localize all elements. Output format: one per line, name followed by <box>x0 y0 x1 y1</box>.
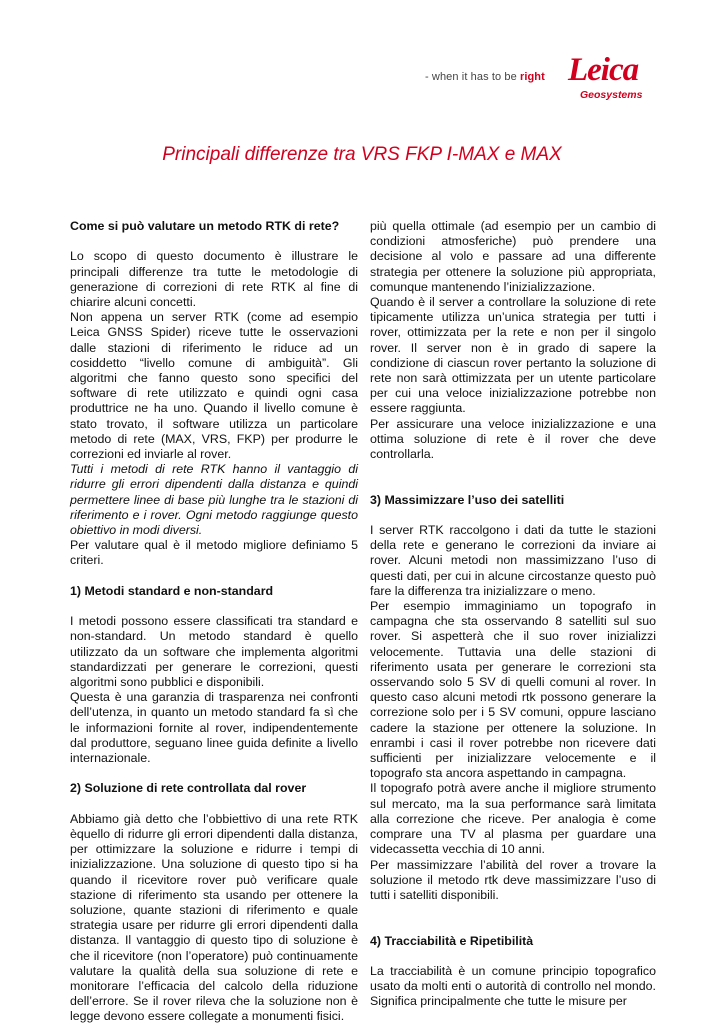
document-title: Principali differenze tra VRS FKP I-MAX e MAX <box>162 144 562 165</box>
section-heading-4: 4) Tracciabilità e Ripetibilità <box>370 933 534 948</box>
paragraph: Per assicurare una veloce inizializzazione e una ottima soluzione di rete è il rover che deve controllarla. <box>370 416 656 462</box>
paragraph: I server RTK raccolgono i dati da tutte le stazioni della rete e generano le correzioni da inviare ai rover. Alcuni metodi non massimizzano l’uso di questi dati, per cui in alcune circostanze questo può fare la differenza tra inizializzare o meno. <box>370 523 656 598</box>
right-column <box>370 219 656 1010</box>
paragraph: Per esempio immaginiamo un topografo in campagna che sta osservando 8 satelliti sul suo rover. Si aspetterà che il suo rover inizializzi velocemente. Tuttavia una delle stazioni di riferimento usata per generare le correzioni sta osservando solo 5 SV di quelli comuni al rover. In questo caso alcuni metodi rtk possono generare la correzione solo per i 5 SV comuni, oppure lasciano cadere la stazione per ottenere la soluzione. In enrambi i casi il rover potrebbe non ricevere dati sufficienti per inizializzare velocemente e il topografo sta ancora aspettando in campagna. <box>370 599 656 781</box>
section-heading-1: 1) Metodi standard e non-standard <box>70 583 274 598</box>
paragraph: Questa è una garanzia di trasparenza nei confronti dell’utenza, in quanto un metodo standard fa sì che le informazioni fornite al rover, indipendentemente dal produttore, seguano linee guida definite a livello internazionale. <box>70 690 358 766</box>
paragraph: Per massimizzare l’abilità del rover a trovare la soluzione il metodo rtk deve massimizzare l’uso di tutti i satelliti disponibili. <box>370 857 656 902</box>
logo-word: Leica <box>568 52 639 88</box>
header-tagline <box>425 71 545 83</box>
section-heading-intro: Come si può valutare un metodo RTK di rete? <box>70 219 340 233</box>
paragraph: Abbiamo già detto che l’obbiettivo di una rete RTK èquello di ridurre gli errori dipendenti dalla distanza, per ottimizzare la soluzione e ridurre i tempi di inizializzazione. Una soluzione di questo tipo si ha quando il ricevitore rover può verificare quale stazione di riferimento sta usando per ottenere la soluzione, quante stazioni di riferimento e quale strategia usare per ridurre gli errori dipendenti dalla distanza. Il vantaggio di questo tipo di soluzione è che il ricevitore (non l’operatore) può continuamente valutare la qualità della sua soluzione di rete e monitorare l’efficacia del calcolo della riduzione dell’errore. Se il rover rileva che la soluzione non è legge devono essere collegate a monumenti fisici. <box>70 811 358 1024</box>
paragraph: La tracciabilità è un comune principio topografico usato da molti enti o autorità di controllo nel mondo. Significa principalmente che tutte le misure per <box>370 963 656 1009</box>
tagline-text: - when it has to be <box>425 71 520 83</box>
italic-paragraph: Tutti i metodi di rete RTK hanno il vantaggio di ridurre gli errori dipendenti dalla distanza e quindi permettere linee di base più lunghe tra le stazioni di riferimento e i rover. Ogni metodo raggiunge questo obiettivo in modi diversi. <box>70 462 358 538</box>
paragraph: Non appena un server RTK (come ad esempio Leica GNSS Spider) riceve tutte le osservazioni dalle stazioni di riferimento le riduce ad un cosiddetto “livello comune di ambiguità”. Gli algoritmi che fanno questo sono specifici del software di rete utilizzato e quindi ogni casa produttrice ne ha uno. Quando il livello comune è stato trovato, il software utilizza un particolare metodo di rete (MAX, VRS, FKP) per produrre le correzioni ed inviarle al rover. <box>70 310 358 462</box>
leica-logo <box>566 52 654 108</box>
paragraph: Quando è il server a controllare la soluzione di rete tipicamente utilizza un’unica strategia per tutti i rover, ottimizzata per la rete e non per il singolo rover. Il server non è in grado di sapere la condizione di ciascun rover pertanto la soluzione di rete non sarà ottimizzata per un utente particolare per cui una veloce inizializzazione potrebbe non essere raggiunta. <box>370 295 656 416</box>
left-column <box>70 219 358 1025</box>
paragraph: Il topografo potrà avere anche il migliore strumento sul mercato, ma la sua performance sarà limitata alla correzione che riceve. Per analogia è come comprare una TV al plasma per guardare una videcassetta vecchia di 10 anni. <box>370 781 656 857</box>
paragraph: Per valutare qual è il metodo migliore definiamo 5 criteri. <box>70 538 358 568</box>
tagline-accent: right <box>519 71 545 83</box>
paragraph: I metodi possono essere classificati tra standard e non-standard. Un metodo standard è quello utilizzato da un software che implementa algoritmi standardizzati per generare le correzioni, questi algoritmi sono pubblici e disponibili. <box>70 614 358 690</box>
logo-subtitle: Geosystems <box>580 89 643 101</box>
section-heading-3: 3) Massimizzare l’uso dei satelliti <box>370 492 565 507</box>
section-heading-2: 2) Soluzione di rete controllata dal rover <box>70 781 307 796</box>
paragraph: più quella ottimale (ad esempio per un cambio di condizioni atmosferiche) può prendere una decisione al volo e passare ad una differente strategia per ottenere la soluzione più appropriata, comunque mantenendo l’inizializzazione. <box>370 219 656 294</box>
paragraph: Lo scopo di questo documento è illustrare le principali differenze tra tutte le metodologie di generazione di correzioni di rete RTK al fine di chiarire alcuni concetti. <box>70 249 358 309</box>
